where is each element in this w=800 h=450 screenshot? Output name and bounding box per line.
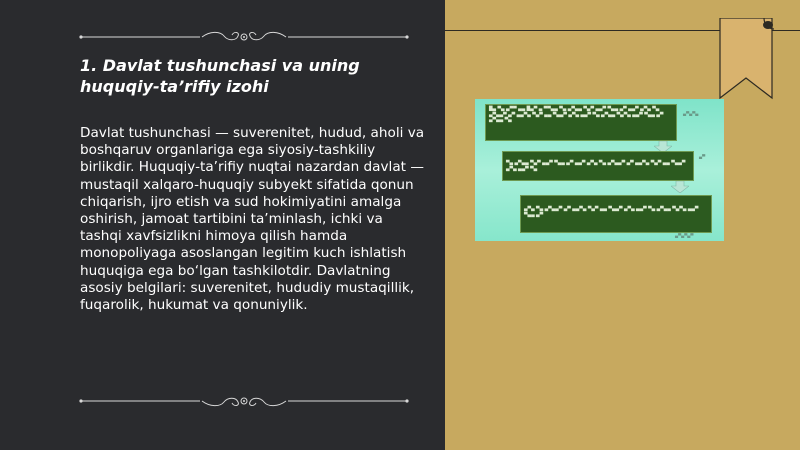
process-diagram-image <box>475 99 724 241</box>
bookmark-ribbon-icon <box>718 18 774 100</box>
diagram-step-1 <box>485 104 677 141</box>
diagram-side-label: ▄▀▄▀▄ <box>683 111 699 116</box>
ornament-bottom-icon <box>78 394 410 408</box>
slide-title: 1. Davlat tushunchasi va uning huquqiy-ta’rifiy izohi <box>80 56 360 96</box>
step-2-text-line: ▀▄ ▄▀▄▄ ▀▄▀ ▄▄▀ ▀▄▄ ▄▀ ▄▄▀ ▄▀▄ ▀▄ ▄▀▄▄▀ ▄▀ ▄▄▀▄ ▀▄▀ ▄▄ ▀▄▄▀ ▄▀▄ ▄▄▀ ▀▄ <box>506 161 686 172</box>
step-1-text-line: █▄ ▀▄ ▄▀▀ ▄▄ █▄▀ ▄ ▀▀▄▄ ▀▄ ▄▀▄▄ ▀▄▀ ▄▄▀ ▀▄▄ ▄▀ ▄▄▀ ▄▀▄ ▀▄ ▄▀▄▄▀ ▄▀ ▄▄▀▄ ▀▄▀ ▄▄ ▀▄▄▀ ▄▀▄ ▄▄▀ ▀▄ ▄▀▄▄ ▀▄▀▄ ▄▄▀ ▀▄▄ ▄▀ ▄▀▄▄ ▀▄ <box>489 107 664 124</box>
diagram-step-3 <box>520 195 712 233</box>
diagram-side-label: ▄▀▄▀▄▀ <box>675 233 694 238</box>
ornament-top-icon <box>78 30 410 44</box>
diagram-step-2 <box>502 151 694 181</box>
body-text: Davlat tushunchasi — suverenitet, hudud, aholi va boshqaruv organlariga ega siyosiy-tashkiliy birlikdir. Huquqiy-ta’rifiy nuqtai nazardan davlat — mustaqil xalqaro-huquqiy subyekt sifatida qonun chiqarish, ijro etish va sud hokimiyatini amalga oshirish, jamoat tartibini ta’minlash, ichki va tashqi xavfsizlikni himoya qilish hamda monopoliyaga asoslangan legitim kuch ishlatish huquqiga ega bo‘lgan tashkilotdir. Davlatning asosiy belgilari: suverenitet, hududiy mustaqillik, fuqarolik, hukumat va qonuniylik. <box>80 125 425 314</box>
step-3-text-line: ▄▀▄ ▀▄ ▄▀▄▄▀ ▄▀ ▄▄▀▄ ▀▄▀ ▄▄ ▀▄▄▀ ▄▀▄ ▄▄▀ ▀▄ ▄▀▄▄ ▀▄▀▄ ▄▄▀ ▀▄▄ ▄▀ <box>524 207 699 218</box>
arrow-down-icon <box>671 181 689 193</box>
diagram-side-label: ▄▀ <box>699 154 706 159</box>
